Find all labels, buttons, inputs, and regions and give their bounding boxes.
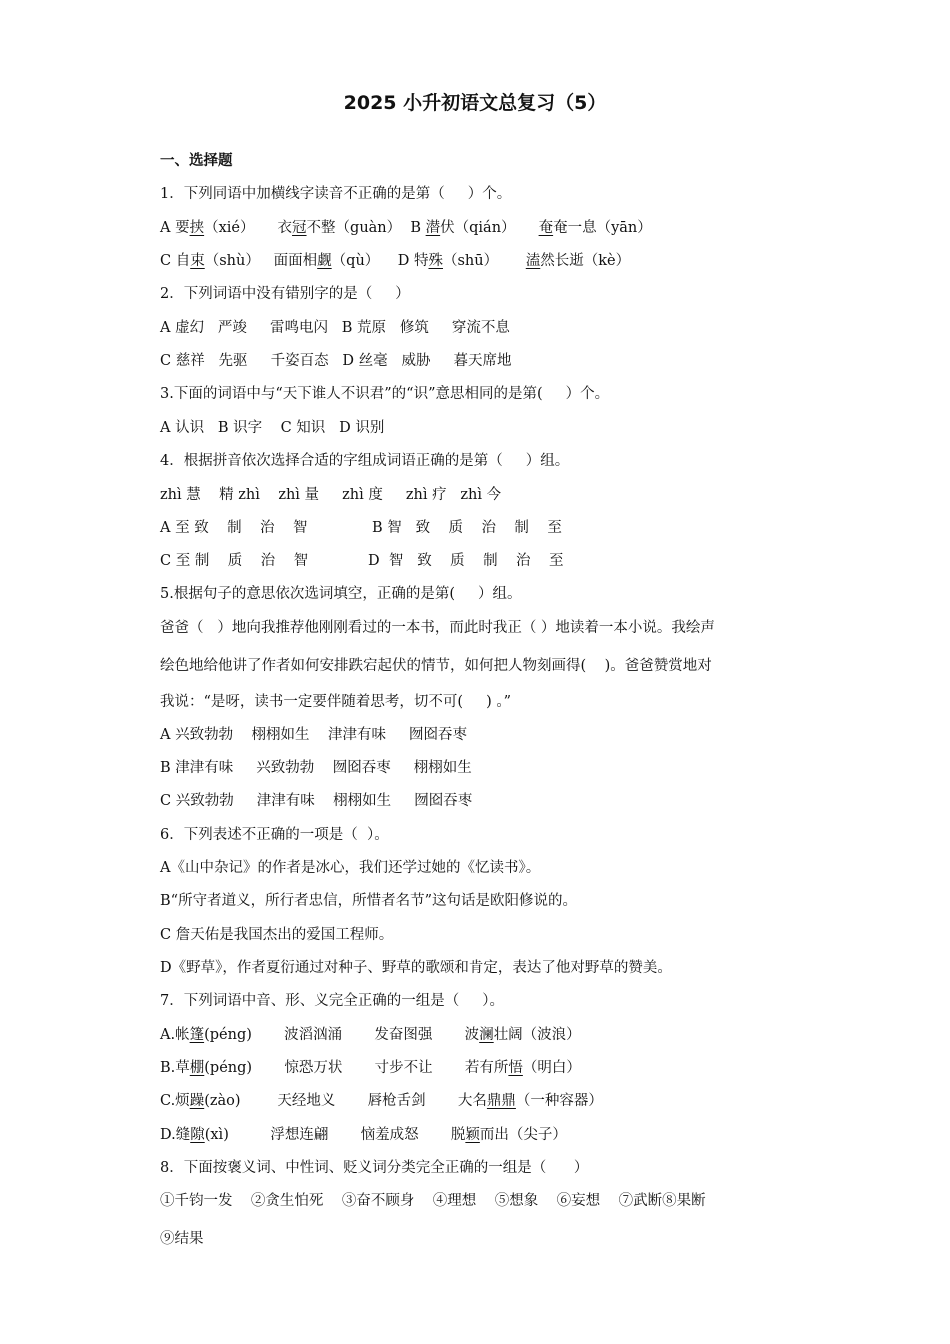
q7-option-d: D.缝隙(xì) 浮想连翩 恼羞成怒 脱颖而出（尖子） (160, 1127, 567, 1143)
q5-option-b: B 津津有味 兴致勃勃 囫囵吞枣 栩栩如生 (160, 760, 472, 776)
q2-options-ab: A 虚幻 严竣 雷鸣电闪 B 荒原 修筑 穿流不息 (160, 320, 510, 336)
question-5: 5.根据句子的意思依次选词填空，正确的是第( ）组。 (160, 586, 522, 602)
question-8: 8．下面按褒义词、中性词、贬义词分类完全正确的一组是（ ） (160, 1160, 589, 1176)
q7-option-c: C.烦躁(zào) 天经地义 唇枪舌剑 大名鼎鼎（一种容器） (160, 1093, 603, 1109)
q4-options-ab: A 至 致 制 治 智 B 智 致 质 治 制 至 (160, 520, 562, 536)
q3-options: A 认识 B 识字 C 知识 D 识别 (160, 420, 385, 436)
question-4: 4．根据拼音依次选择合适的字组成词语正确的是第（ ）组。 (160, 453, 570, 469)
q5-passage-3: 我说：“是呀，读书一定要伴随着思考，切不可( ) 。” (160, 694, 512, 710)
q7-option-a: A.帐篷(péng) 波滔汹涌 发奋图强 波澜壮阔（波浪） (160, 1027, 581, 1043)
q5-option-a: A 兴致勃勃 栩栩如生 津津有味 囫囵吞枣 (160, 727, 467, 743)
q1-options-ab: A 要挟（xié） 衣冠不整（guàn） B 潜伏（qián） 奄奄一息（yān） (160, 220, 652, 236)
section-heading: 一、选择题 (160, 153, 233, 169)
q8-items-1: ①千钧一发 ②贪生怕死 ③奋不顾身 ④理想 ⑤想象 ⑥妄想 ⑦武断⑧果断 (160, 1193, 706, 1209)
q8-items-2: ⑨结果 (160, 1231, 204, 1247)
question-7: 7．下列词语中音、形、义完全正确的一组是（ ）。 (160, 993, 505, 1009)
q7-option-b: B.草棚(péng) 惊恐万状 寸步不让 若有所悟（明白） (160, 1060, 581, 1076)
q5-passage-2: 绘色地给他讲了作者如何安排跌宕起伏的情节，如何把人物刻画得( )。爸爸赞赏地对 (160, 658, 712, 674)
q4-pinyin: zhì 慧 精 zhì zhì 量 zhì 度 zhì 疗 zhì 今 (160, 487, 502, 503)
question-6: 6．下列表述不正确的一项是（ ）。 (160, 827, 389, 843)
q6-option-a: A《山中杂记》的作者是冰心，我们还学过她的《忆读书》。 (160, 860, 541, 876)
question-3: 3.下面的词语中与“天下谁人不识君”的“识”意思相同的是第( ）个。 (160, 386, 610, 402)
q1-options-cd: C 自束（shù） 面面相觑（qù） D 特殊（shū） 溘然长逝（kè） (160, 253, 631, 269)
q2-options-cd: C 慈祥 先驱 千姿百态 D 丝毫 威胁 暮天席地 (160, 353, 512, 369)
q6-option-c: C 詹天佑是我国杰出的爱国工程师。 (160, 927, 394, 943)
q5-passage-1: 爸爸（ ）地向我推荐他刚刚看过的一本书，而此时我正（ ）地读着一本小说。我绘声 (160, 620, 715, 636)
q5-option-c: C 兴致勃勃 津津有味 栩栩如生 囫囵吞枣 (160, 793, 473, 809)
page-title: 2025 小升初语文总复习（5） (343, 92, 607, 114)
question-1: 1．下列同语中加横线字读音不正确的是第（ ）个。 (160, 186, 512, 202)
q6-option-b: B“所守者道义，所行者忠信，所惜者名节”这句话是欧阳修说的。 (160, 893, 577, 909)
q6-option-d: D《野草》，作者夏衍通过对种子、野草的歌颂和肯定，表达了他对野草的赞美。 (160, 960, 672, 976)
question-2: 2．下列词语中没有错别字的是（ ） (160, 286, 410, 302)
q4-options-cd: C 至 制 质 治 智 D 智 致 质 制 治 至 (160, 553, 564, 569)
